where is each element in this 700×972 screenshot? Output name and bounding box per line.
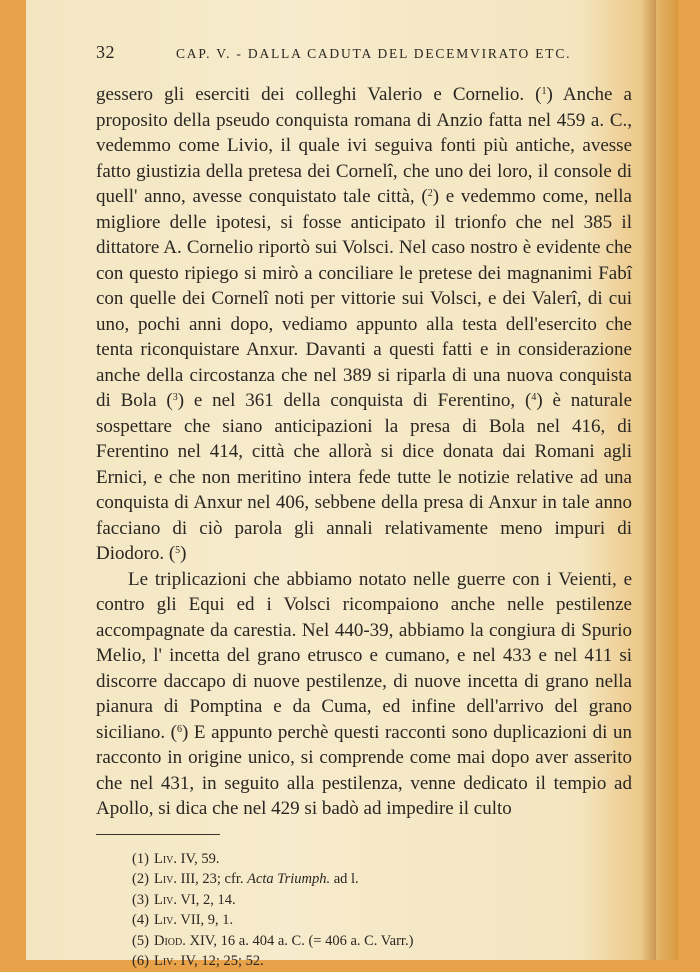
footnote-reference[interactable]: 3 <box>172 392 178 403</box>
source-abbreviation: Liv. <box>154 953 178 969</box>
page-number: 32 <box>96 42 115 62</box>
text-run: ) E appunto perchè questi racconti sono duplicazioni di un racconto in origine unico, si comprende come mai dopo aver asserito che nel 431, in seguito alla pestilenza, venne dedicato il tempio ad Apollo, si dica che nel 429 si badò ad impedire il culto <box>96 721 632 819</box>
footnote-reference[interactable]: 5 <box>175 545 181 556</box>
source-abbreviation: Liv. <box>154 912 178 928</box>
source-abbreviation: Liv. <box>154 850 178 867</box>
footnote-reference[interactable]: 1 <box>541 86 547 97</box>
citation-text: IV, 12; 25; 52. <box>177 953 264 969</box>
footnote-mark: (6) <box>132 953 149 969</box>
footnote <box>132 849 632 870</box>
citation-text: VI, 2, 14. <box>177 891 236 908</box>
footnote-reference[interactable]: 6 <box>177 723 183 735</box>
footnote-reference[interactable]: 4 <box>531 392 537 403</box>
citation-text: IV, 59. <box>177 850 220 867</box>
page-content <box>96 42 632 972</box>
footnote <box>132 910 632 931</box>
footnote-mark: (1) <box>132 850 149 867</box>
footnotes <box>96 849 632 972</box>
page-header <box>96 42 632 70</box>
text-run: ) è naturale sospettare che siano anticipazioni la presa di Bola nel 416, di Ferentino nel 414, città che allorà si dice donata dai Romani agli Ernici, e che non meritino intera fede tutte le notizie relative ad una conquista di Anxur nel 406, sebbene della presa di Anxur in tale anno facciano di ciò parola gli annali relativamente meno impuri di Diodoro. ( <box>96 390 632 564</box>
footnote-mark: (5) <box>132 932 149 949</box>
footnote-separator <box>96 834 220 835</box>
footnote-reference[interactable]: 2 <box>427 188 433 199</box>
citation-text: XIV, 16 a. 404 a. C. (= 406 a. C. Varr.) <box>185 932 414 949</box>
text-run: ) Anche a proposito della pseudo conquista romana di Anzio fatta nel 459 a. C., vedemmo come Livio, il quale ivi seguiva fonti più antiche, avesse fatto giustizia della pretesa dei Cornelî, che uno dei loro, il console di quell' anno, avesse conquistato tale città, ( <box>96 84 632 207</box>
paragraph <box>96 567 632 822</box>
footnote <box>132 890 632 911</box>
running-head: CAP. V. - DALLA CADUTA DEL DECEMVIRATO ETC. <box>176 46 572 61</box>
footnote-mark: (4) <box>132 912 149 928</box>
source-abbreviation: Liv. <box>154 891 178 908</box>
text-run: gessero gli eserciti dei colleghi Valerio e Cornelio. ( <box>96 84 542 105</box>
footnote <box>132 951 632 972</box>
text-run: ) <box>180 543 187 564</box>
footnote <box>132 931 632 952</box>
source-abbreviation: Liv. <box>154 871 178 887</box>
footnote-mark: (3) <box>132 891 149 908</box>
body-text <box>96 82 632 822</box>
footnote-mark: (2) <box>132 871 149 887</box>
citation-text: VII, 9, 1. <box>177 912 234 928</box>
work-title: Acta Triumph. <box>247 871 331 887</box>
citation-text: ad l. <box>330 871 359 887</box>
text-run: ) e nel 361 della conquista di Ferentino, ( <box>177 390 532 411</box>
text-run: ) e vedemmo come, nella migliore delle ipotesi, si fosse anticipato il trionfo che nel 385 il dittatore A. Cornelio riportò sui Volsci. Nel caso nostro è evidente che con questo ripiego si mirò a conciliare le pretese dei magnanimi Fabî con quelle dei Cornelî noti per vittorie sui Volsci, e dei Valerî, di cui uno, pochi anni dopo, vediamo appunto alla testa dell'esercito che tenta riconquistare Anxur. Davanti a questi fatti e in considerazione anche della circostanza che nel 389 si riparla di una nuova conquista di Bola ( <box>96 186 632 411</box>
source-abbreviation: Diod. <box>154 932 186 949</box>
citation-text: III, 23; cfr. <box>177 871 248 887</box>
footnote <box>132 869 632 890</box>
text-run: Le triplicazioni che abbiamo notato nelle guerre con i Veienti, e contro gli Equi ed i Volsci ricompaiono anche nelle pestilenze accompagnate da carestia. Nel 440-39, abbiamo la congiura di Spurio Melio, l' incetta del grano etrusco e cumano, e nel 433 e nel 411 si discorre daccapo di nuove pestilenze, di nuove incetta di grano nella pianura di Pomptina e da Cuma, ed infine dell'arrivo del grano siciliano. ( <box>96 568 632 743</box>
paragraph <box>96 82 632 567</box>
page-edge-shadow <box>642 0 656 960</box>
